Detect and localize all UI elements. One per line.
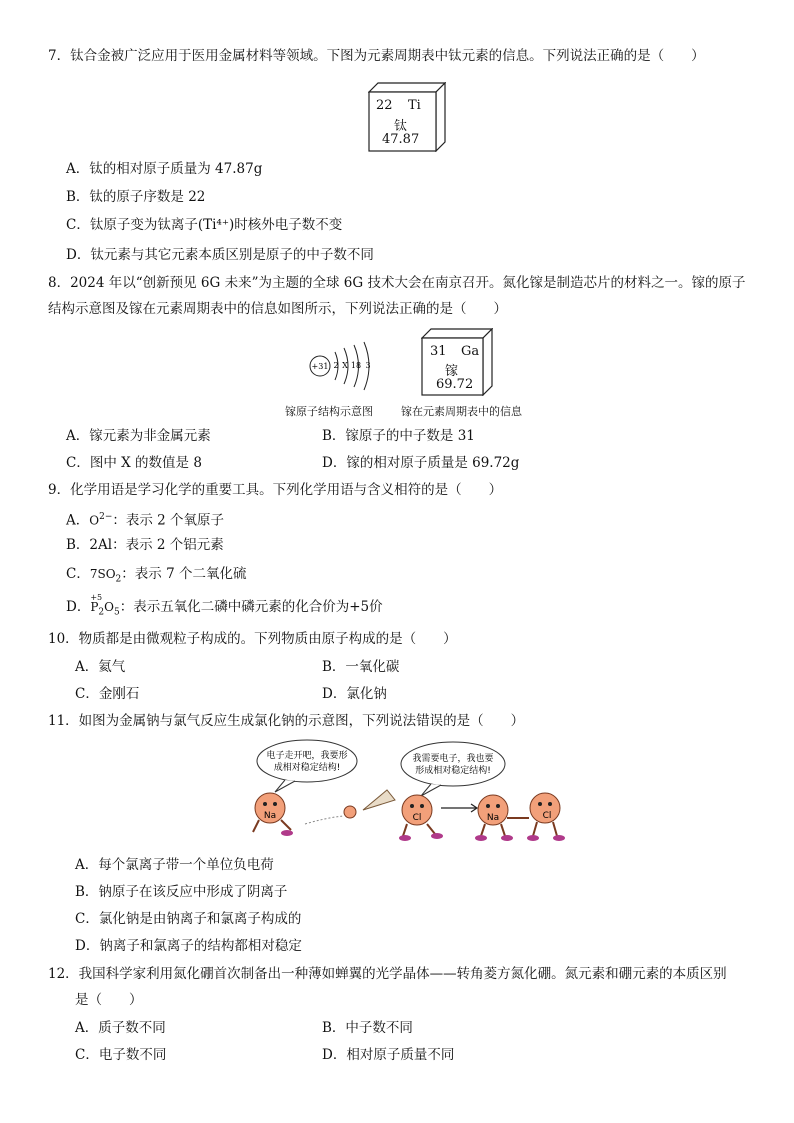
formula-p: P (90, 600, 99, 614)
electron-motion-trail (305, 816, 343, 824)
gallium-atom-structure-diagram (305, 336, 385, 396)
q10-option-a: A．氦气 (75, 659, 126, 675)
label-na-1: Na (263, 811, 277, 821)
q11-option-b: B．钠原子在该反应中形成了阴离子 (75, 884, 288, 900)
q8-option-a: A．镓元素为非金属元素 (66, 428, 211, 444)
q10-option-b: B．一氧化碳 (322, 659, 400, 675)
formula: O (89, 513, 100, 528)
subscript-2: 5 (113, 607, 120, 618)
label-na-2: Na (486, 813, 500, 823)
bubble-left-line2: 成相对稳定结构! (273, 763, 341, 773)
shell-1: 2 (333, 361, 339, 370)
q10-option-c: C．金刚石 (75, 686, 140, 702)
q12-option-b: B．中子数不同 (322, 1020, 413, 1036)
meaning: ：表示 2 个氧原子 (112, 512, 225, 529)
electron-icon (344, 806, 356, 818)
label-cl-2: Cl (542, 811, 552, 821)
option-label: D． (66, 599, 91, 615)
q9-option-d (66, 593, 383, 622)
caption-atom-structure: 镓原子结构示意图 (285, 405, 373, 418)
q11-option-d: D．钠离子和氯离子的结构都相对稳定 (75, 938, 302, 954)
element-symbol: Ga (461, 344, 480, 359)
formula: 7SO (89, 567, 116, 581)
gallium-periodic-cell (421, 328, 493, 396)
q10-option-d: D．氯化钠 (322, 686, 387, 702)
q7-option-c: C．钛原子变为钛离子(Ti⁴⁺)时核外电子数不变 (66, 217, 343, 233)
q8-option-c: C．图中 X 的数值是 8 (66, 455, 202, 471)
option-label: C． (66, 566, 90, 582)
sodium-chlorine-reaction-illustration (245, 738, 575, 848)
q9-option-b: B．2Al：表示 2 个铝元素 (66, 537, 224, 553)
q7-stem: 7．钛合金被广泛应用于医用金属材料等领域。下图为元素周期表中钛元素的信息。下列说法正确的是（ ） (48, 48, 705, 64)
q11-stem: 11．如图为金属钠与氯气反应生成氯化钠的示意图，下列说法错误的是（ ） (48, 713, 525, 729)
net-icon (363, 790, 395, 810)
q12-stem-line2: 是（ ） (75, 992, 143, 1008)
shell-2: X (342, 361, 348, 370)
q8-stem-line2: 结构示意图及镓在元素周期表中的信息如图所示，下列说法正确的是（ ） (48, 301, 507, 317)
element-symbol: Ti (408, 98, 421, 113)
q9-stem: 9．化学用语是学习化学的重要工具。下列化学用语与含义相符的是（ ） (48, 482, 503, 498)
q12-option-a: A．质子数不同 (75, 1020, 166, 1036)
valence: +5 (90, 593, 103, 602)
q12-option-c: C．电子数不同 (75, 1047, 167, 1063)
q9-option-c (66, 565, 246, 589)
q8-option-b: B．镓原子的中子数是 31 (322, 428, 475, 444)
caption-periodic-info: 镓在元素周期表中的信息 (401, 405, 522, 418)
q10-stem: 10．物质都是由微观粒子构成的。下列物质由原子构成的是（ ） (48, 631, 457, 647)
meaning: ：表示五氧化二磷中磷元素的化合价为+5价 (119, 599, 383, 615)
q12-option-d: D．相对原子质量不同 (322, 1047, 455, 1063)
q7-option-d: D．钛元素与其它元素本质区别是原子的中子数不同 (66, 247, 374, 263)
atomic-mass: 69.72 (436, 377, 474, 392)
q9-option-a (66, 508, 224, 530)
meaning: ：表示 7 个二氧化硫 (121, 566, 247, 582)
q11-option-c: C．氯化钠是由钠离子和氯离子构成的 (75, 911, 302, 927)
bubble-left-line1: 电子走开吧，我要形 (266, 751, 348, 761)
atomic-mass: 47.87 (382, 132, 420, 147)
bubble-right-line1: 我需要电子，我也要 (412, 754, 494, 764)
nucleus-charge: +31 (311, 362, 329, 371)
q8-option-d: D．镓的相对原子质量是 69.72g (322, 455, 520, 471)
formula-o: O (104, 600, 114, 614)
q11-option-a: A．每个氯离子带一个单位负电荷 (75, 857, 274, 873)
label-cl-1: Cl (412, 813, 422, 823)
atomic-number: 31 (430, 344, 447, 359)
arrow-right-icon (441, 804, 477, 812)
q7-option-b: B．钛的原子序数是 22 (66, 189, 206, 205)
subscript-1: 2 (98, 607, 105, 618)
atomic-number: 22 (376, 98, 393, 113)
option-label: A． (66, 512, 90, 529)
bubble-right-line2: 形成相对稳定结构! (415, 766, 491, 776)
q7-option-a: A．钛的相对原子质量为 47.87g (66, 161, 263, 177)
speech-bubble-left (257, 740, 357, 782)
charge: 2− (99, 512, 113, 522)
titanium-periodic-cell (368, 82, 446, 152)
speech-bubble-right (401, 742, 505, 786)
shell-4: 3 (365, 361, 371, 370)
subscript: 2 (115, 574, 122, 585)
q8-stem-line1: 8．2024 年以“创新预见 6G 未来”为主题的全球 6G 技术大会在南京召开。氮化镓是制造芯片的材料之一。镓的原子 (48, 275, 746, 291)
element-name: 镓 (445, 364, 459, 379)
q12-stem-line1: 12．我国科学家利用氮化硼首次制备出一种薄如蝉翼的光学晶体——转角菱方氮化硼。氮元素和硼元素的本质区别 (48, 966, 727, 982)
shell-3: 18 (350, 361, 362, 370)
element-name: 钛 (394, 119, 408, 134)
